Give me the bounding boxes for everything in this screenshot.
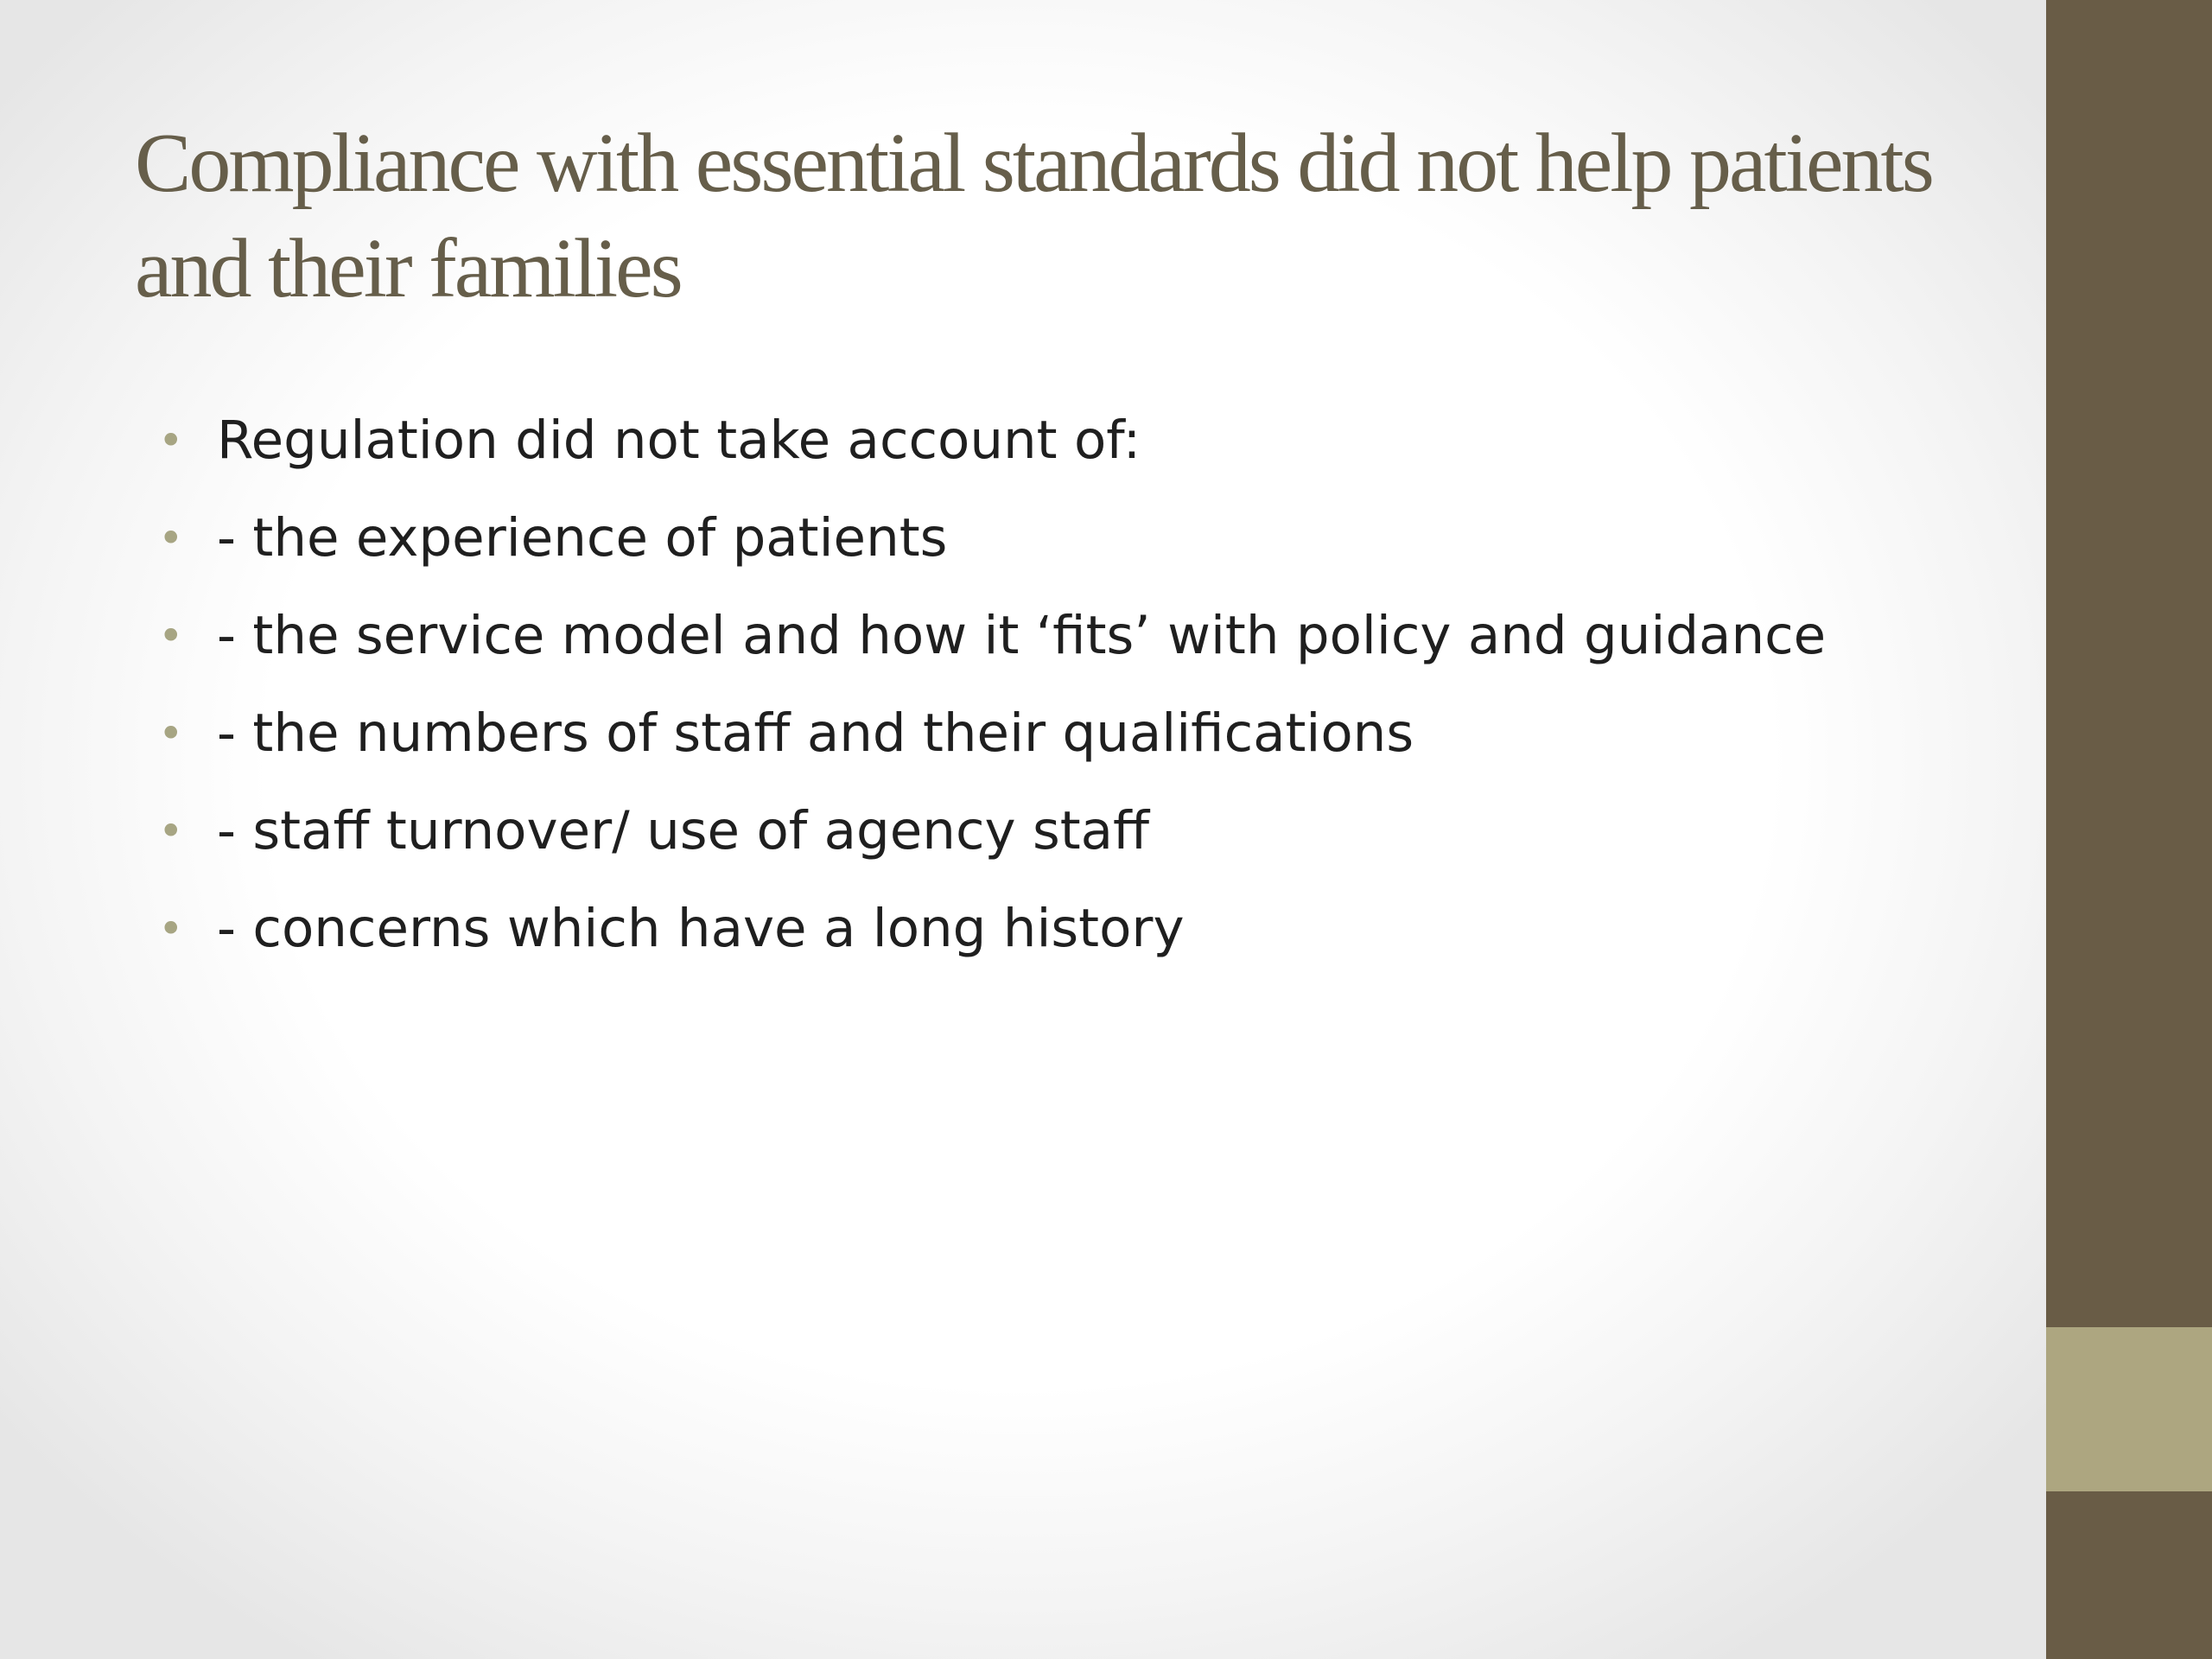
bullet-list	[158, 399, 2016, 985]
bullet-text: - concerns which have a long history	[217, 898, 1185, 959]
bullet-item	[158, 887, 2016, 985]
bullet-text: Regulation did not take account of:	[217, 410, 1141, 471]
bullet-icon: •	[158, 806, 184, 856]
bullet-item	[158, 692, 2016, 790]
slide-title: Compliance with essential standards did not help patients and their families	[135, 117, 1932, 315]
bullet-icon: •	[158, 416, 184, 466]
bullet-text: - the service model and how it ‘fits’ with policy and guidance	[217, 605, 1827, 666]
bullet-icon: •	[158, 904, 184, 954]
bullet-item	[158, 790, 2016, 887]
bullet-text: - the experience of patients	[217, 507, 948, 569]
side-accent-block	[2046, 1327, 2212, 1491]
bullet-item	[158, 497, 2016, 594]
bullet-text: - staff turnover/ use of agency staff	[217, 800, 1150, 861]
bullet-icon: •	[158, 611, 184, 661]
bullet-icon: •	[158, 709, 184, 759]
bullet-item	[158, 399, 2016, 497]
bullet-text: - the numbers of staff and their qualifications	[217, 702, 1414, 764]
bullet-item	[158, 594, 2016, 692]
bullet-icon: •	[158, 513, 184, 563]
